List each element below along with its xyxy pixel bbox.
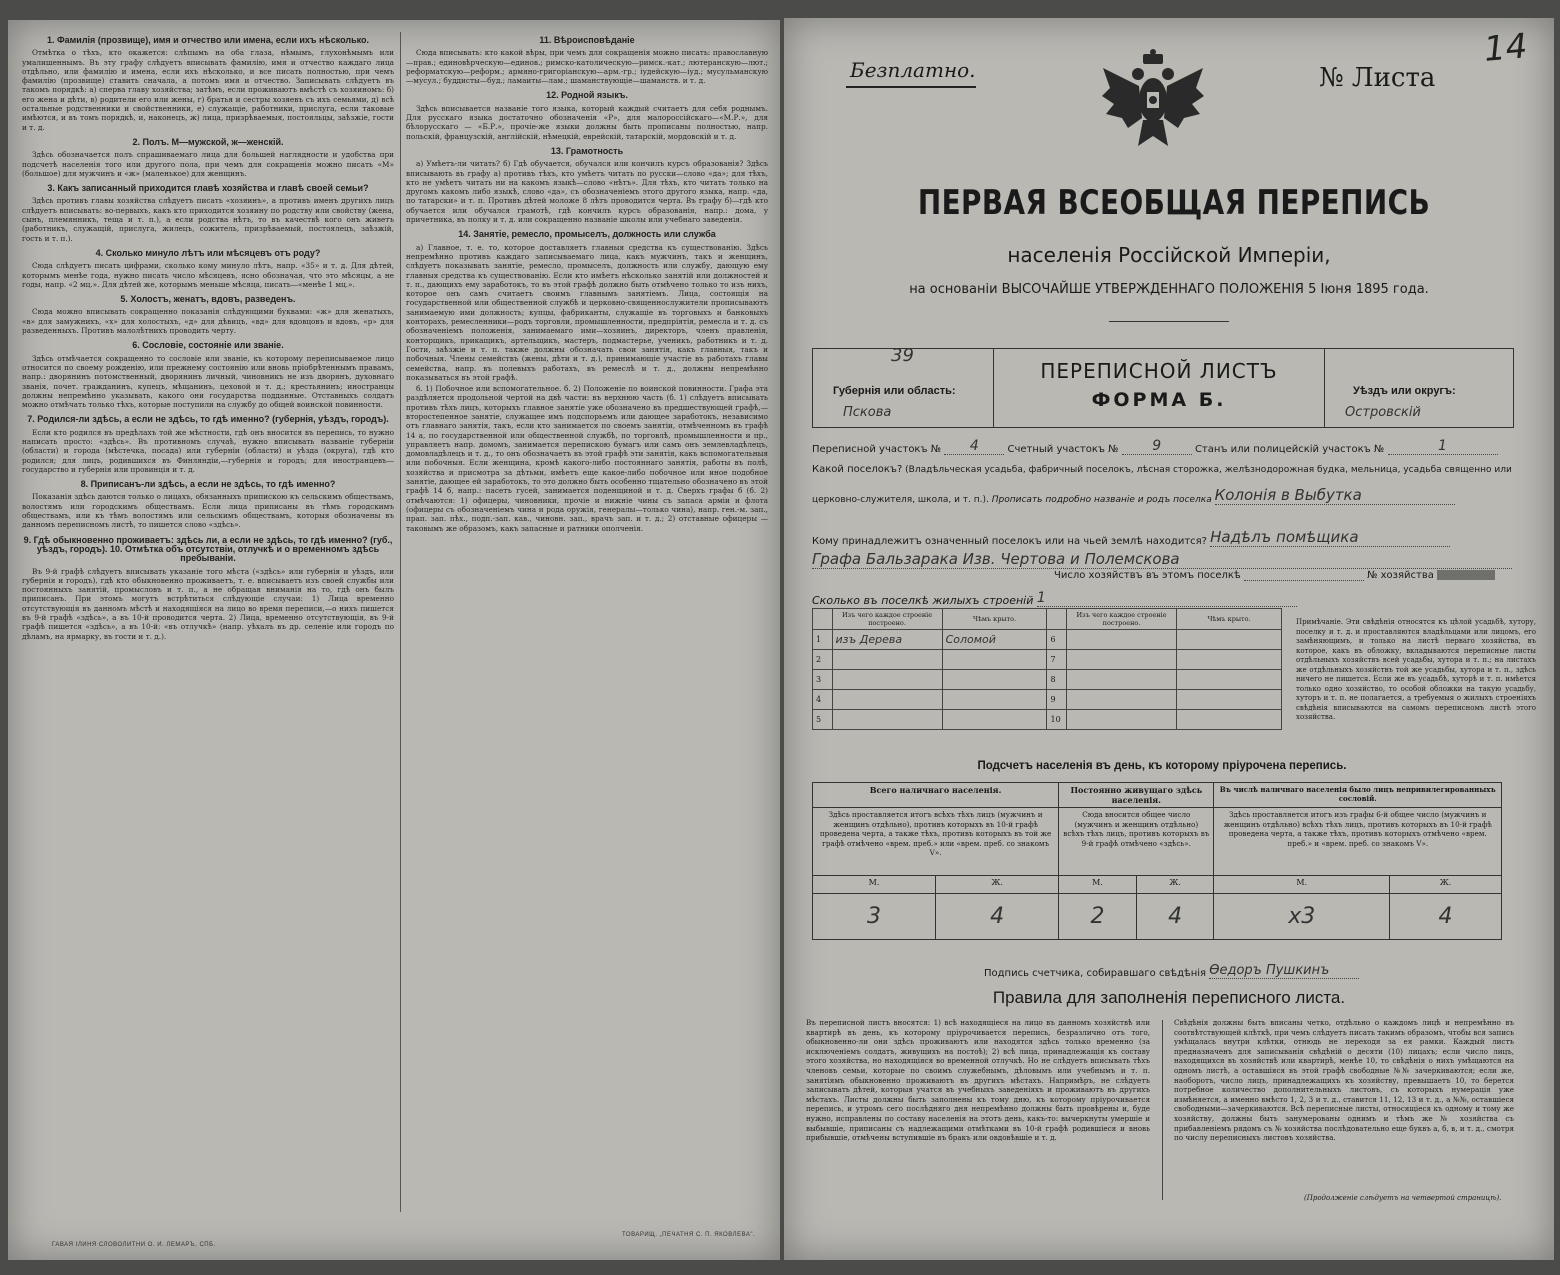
province-value[interactable]: Пскова	[843, 405, 892, 420]
instruction-text: Показанія здѣсь даются только о лицахъ, обязанныхъ припискою къ сельскимъ обществамъ, волостямъ или городскимъ обществамъ. Если лица приписаны въ тѣмъ городскимъ обществамъ, или къ тѣмъ волостямъ или сельскимъ обществамъ, которыя обозначены въ данномъ переписномъ листѣ, то пишется слово «здѣсь».	[22, 492, 394, 530]
legal-basis: на основаніи ВЫСОЧАЙШЕ УТВЕРЖДЕННАГО ПОЛОЖЕНІЯ 5 Іюня 1895 года.	[909, 282, 1429, 297]
divider	[1109, 321, 1229, 322]
form-b-title: ФОРМА Б.	[1091, 389, 1227, 411]
households-value[interactable]	[1244, 580, 1364, 581]
households-line	[1054, 570, 1495, 581]
census-area-label: Переписной участокъ №	[812, 444, 942, 455]
camp-value[interactable]: 1	[1388, 438, 1498, 455]
population-count-heading: Подсчетъ населенія въ день, къ которому пріурочена перепись.	[977, 760, 1347, 772]
instruction-heading: 3. Какъ записанный приходится главѣ хозяйства и главѣ своей семьи?	[47, 183, 369, 194]
instruction-heading: 9. Гдѣ обыкновенно проживаетъ: здѣсь ли, а если не здѣсь, то гдѣ именно? (губ., уѣздъ, городъ). 10. Отмѣтка объ отсутствіи, отлучкѣ и о временномъ здѣсь пребываніи.	[23, 534, 393, 564]
male-header: М.	[813, 876, 936, 894]
document-title: ПЕРВАЯ ВСЕОБЩАЯ ПЕРЕПИСЬ	[917, 183, 1431, 223]
sheet-number-handwritten: 14	[1482, 26, 1529, 70]
district-value[interactable]: Островскій	[1345, 405, 1421, 420]
instruction-heading: 11. Вѣроисповѣданіе	[539, 35, 635, 45]
nonprivileged-population-text: Здѣсь проставляется итогъ изъ графы 6-й общее число (мужчинъ и женщинъ отдѣльно) всѣхъ тѣхъ лицъ, противъ которыхъ въ 10-й графѣ проведена черта, а также тѣхъ, противъ которыхъ отмѣчено «врем. преб.» и «врем. преб. со знакомъ V».	[1214, 808, 1502, 876]
rules-continuation-note: (Продолженіе слѣдуетъ на четвертой страницѣ).	[1304, 1194, 1502, 1202]
roof-cell[interactable]	[942, 670, 1047, 690]
row-number: 10	[1047, 710, 1067, 730]
instruction-text: Здѣсь вписывается названіе того языка, который каждый считаетъ для себя роднымъ. Для русскаго языка достаточно обозначенія «Р», для малороссійскаго—«М.Р.», для бѣлорусскаго — «Б.Р.», прочіе-же языки должны быть прописаны полностью, напр. польскій, французскій, англійскій, нѣмецкій, еврейскій, татарскій, мордовскій и т. д.	[406, 103, 768, 141]
row-number: 2	[813, 650, 833, 670]
permanent-population-title: Постоянно живущаго здѣсь населенія.	[1059, 783, 1214, 808]
household-number-value[interactable]	[1437, 570, 1495, 580]
building-material-cell[interactable]	[1067, 650, 1177, 670]
instruction-text: Сюда вписывать: кто какой вѣры, при чемъ для сокращенія можно писать: православную—прав.; единовѣрческую—единов.; римско-католическую—римск.-кат.; лютеранскую—лют.; реформатскую—реформ.; армяно-григоріанскую—арм.-гр.; іудейскую—іуд.; мусульманскую—мусул.; буддисты—буд.; ламаиты—лам.; шаманствующіе—шаманств. и т. д.	[406, 48, 768, 86]
roof-cell[interactable]	[1177, 630, 1282, 650]
total-population-title: Всего наличнаго населенія.	[813, 783, 1059, 808]
signature-value[interactable]: Ѳедоръ Пушкинъ	[1209, 963, 1359, 979]
female-header: Ж.	[936, 876, 1059, 894]
roof-cell[interactable]	[1177, 690, 1282, 710]
households-label: Число хозяйствъ въ этомъ поселкѣ	[1054, 570, 1241, 581]
building-material-cell[interactable]	[1067, 710, 1177, 730]
settlement-hint-2: церковно-служителя, школа, и т. п.).	[812, 495, 989, 505]
instruction-text: Сюда слѣдуетъ писать цифрами, сколько кому минуло лѣтъ, напр. «35» и т. д. Для дѣтей, которымъ менѣе года, нужно писать число мѣсяцевъ, ясно обозначая, что это мѣсяцы, а не годы, напр. «2 мц.». Для дѣтей же, которымъ меньше мѣсяца, писать—«менѣе 1 мц.».	[22, 261, 394, 289]
building-material-cell[interactable]	[1067, 670, 1177, 690]
instruction-heading: 13. Грамотность	[550, 145, 624, 156]
table-row	[813, 690, 1282, 710]
instructions-column-1	[22, 30, 394, 1230]
owner-value-2[interactable]: Графа Бальзарака Изв. Чертова и Полемскова	[812, 550, 1512, 569]
female-header: Ж.	[1136, 876, 1214, 894]
column-separator	[400, 32, 401, 1212]
col-building-material: Изъ чего каждое строеніе построено.	[1067, 609, 1177, 630]
nonprivileged-female-value[interactable]: 4	[1389, 894, 1501, 940]
permanent-population-text: Сюда вносится общее число (мужчинъ и женщинъ отдѣльно) всѣхъ тѣхъ лицъ, противъ которыхъ въ 9-й графѣ отмѣчено «здѣсь».	[1059, 808, 1214, 876]
row-number: 4	[813, 690, 833, 710]
building-material-cell[interactable]	[832, 710, 942, 730]
instruction-heading: 12. Родной языкъ.	[546, 90, 628, 101]
instruction-text: Если кто родился въ предѣлахъ той же мѣстности, гдѣ онъ вносится въ перепись, то нужно написать просто: «здѣсь». Въ противномъ случаѣ, нужно вписывать названіе губерніи (области) и города (мѣстечка, посада) или губерніи (области) и уѣзда (округа), гдѣ кто родился; для лицъ, родившихся въ Финляндіи,—губернія и городъ; для иностранцевъ—государство и губернія или провинція и т. д.	[22, 427, 394, 474]
table-header-empty	[813, 609, 833, 630]
settlement-value[interactable]: Колонія в Выбутка	[1215, 486, 1455, 505]
instruction-text: а) Главное, т. е. то, которое доставляетъ главныя средства къ существованію. Здѣсь непремѣнно противъ каждаго записываемаго лица, какъ мужчинъ, такъ и женщинъ, слѣдуетъ показывать занятіе, ремесло, промыселъ, должность или службу, дающую ему главныя средства къ существованію. Если кто имѣетъ нѣсколько занятій или должностей и т. п., дающихъ ему заработокъ, то въ этой графѣ должно быть отмѣчено только то изъ нихъ, которое онъ самъ считаетъ своимъ главнымъ занятіемъ. Лица, состоящія на государственной или общественной службѣ и церковно-священнослужители прописываютъ занимаемую ими должность; купцы, фабриканты, служащіе въ торговыхъ и банковыхъ конторахъ, ремесленники—родъ торговли, промышленности, предпріятія, ремесла и т. д. съ обозначеніемъ положенія, занимаемаго ими—хозяинъ, директоръ, членъ правленія, конторщикъ, прикащикъ, артельщикъ, мастеръ, подмастерье, ученикъ, работникъ и т. д. Гости, заѣзжіе и т. п. также должны обозначать свои занятія, какъ главныя, такъ и побочныя. Члены семействъ (жены, дѣти и т. д.), принимающіе участіе въ работахъ главы семейства, напр. въ полевыхъ работахъ, въ ремеслѣ и т. д., должны непремѣнно показываться въ этой графѣ.	[406, 242, 768, 382]
buildings-line	[812, 590, 1297, 607]
imprint-right: ТОВАРИЩ. „ПЕЧАТНЯ С. П. ЯКОВЛЕВА".	[622, 1232, 756, 1238]
divider	[846, 86, 976, 88]
table-row	[813, 710, 1282, 730]
instruction-text: Сюда можно вписывать сокращенно показанія слѣдующими буквами: «ж» для женатыхъ, «в» для замужнихъ, «х» для холостыхъ, «д» для дѣвицъ, «вд» для вдовцовъ и вдовъ, «р» для разведенныхъ. Противъ малолѣтнихъ проводить черту.	[22, 307, 394, 336]
permanent-female-value[interactable]: 4	[1136, 894, 1214, 940]
female-header: Ж.	[1389, 876, 1501, 894]
rules-title: Правила для заполненія переписного листа.	[992, 988, 1346, 1007]
building-material-cell[interactable]: изъ Дерева	[832, 630, 942, 650]
form-title-cell	[994, 349, 1325, 427]
left-page-instructions	[8, 20, 780, 1260]
roof-cell[interactable]	[942, 710, 1047, 730]
roof-cell[interactable]	[942, 690, 1047, 710]
row-number: 8	[1047, 670, 1067, 690]
rules-text-left: Въ переписной листъ вносятся: 1) всѣ находящіеся на лицо въ данномъ хозяйствѣ или квартирѣ въ день, къ которому пріурочивается перепись, безразлично отъ того, обыкновенно-ли они здѣсь проживаютъ или находятся здѣсь только временно (за исключеніемъ солдатъ, живущихъ на постоѣ); 2) всѣ лица, принадлежащія къ составу этого хозяйства, но находящіяся во временной отлучкѣ. Но не слѣдуетъ вписывать тѣхъ членовъ семьи, которые по своимъ служебнымъ, дѣловымъ или учебнымъ и т. п. занятіямъ обыкновенно проживаютъ въ другихъ мѣстахъ. Напримѣръ, не слѣдуетъ записывать дѣтей, которыя учатся въ учебныхъ заведеніяхъ и проживаютъ въ другихъ мѣстахъ. Листы должны быть заполнены къ тому дню, къ которому пріурочивается перепись, и утромъ сего послѣдняго дня непремѣнно должны быть провѣрены и, буде нужно, исправлены по составу населенія на этотъ день, какъ-то: вычеркнуты умершіе и выбывшіе, приписаны съ надлежащими отмѣтками въ 10-й графѣ родившіеся и вновь прибывшіе, отмѣчены вступившіе въ бракъ или овдовѣвшіе и т. д.	[806, 1018, 1150, 1143]
owner-line-1	[812, 528, 1450, 547]
areas-line	[812, 438, 1498, 455]
instruction-text: а) Умѣетъ-ли читать? б) Гдѣ обучается, обучался или кончилъ курсъ образованія? Здѣсь вписывають въ графу а) противъ тѣхъ, кто умѣетъ читать по русски—слово «да»; для тѣхъ, кто не умѣетъ читать ни на какомъ языкѣ—слово «нѣтъ». Для тѣхъ, кто читать только на другомъ какомъ либо языкѣ, слово «да», съ обозначеніемъ этого другого языка, напр. «да, по татарски» и т. п. Противъ дѣтей моложе 8 лѣтъ проводится черта. Въ графу б)—гдѣ кто обучается или обучался грамотѣ, гдѣ кончилъ курсъ образованія, напр.: дома, у причетника, въ полку и т. д. или сокращенно названіе школы или учебнаго заведенія.	[406, 159, 768, 225]
total-male-value[interactable]: 3	[813, 894, 936, 940]
roof-cell[interactable]	[1177, 710, 1282, 730]
divider	[1162, 1020, 1163, 1200]
settlement-hint: (Владѣльческая усадьба, фабричный поселокъ, лѣсная сторожка, желѣзнодорожная будка, мельница, усадьба священно или	[905, 465, 1512, 475]
instruction-heading: 2. Полъ. М—мужской, ж—женскій.	[132, 136, 284, 147]
settlement-line-2	[812, 486, 1455, 505]
instruction-heading: 4. Сколько минуло лѣтъ или мѣсяцевъ отъ роду?	[95, 247, 321, 258]
signature-line	[984, 963, 1359, 979]
building-material-cell[interactable]	[1067, 630, 1177, 650]
roof-cell[interactable]: Соломой	[942, 630, 1047, 650]
district-label: Уѣздъ или округъ:	[1353, 385, 1456, 397]
table-row	[813, 630, 1282, 650]
row-number: 3	[813, 670, 833, 690]
signature-label: Подпись счетчика, собиравшаго свѣдѣнія	[984, 968, 1207, 979]
buildings-table	[812, 608, 1282, 730]
roof-cell[interactable]	[1177, 670, 1282, 690]
row-number: 9	[1047, 690, 1067, 710]
camp-label: Станъ или полицейскій участокъ №	[1194, 444, 1385, 455]
sheet-number-label: № Листа	[1319, 63, 1436, 93]
instruction-heading: 14. Занятіе, ремесло, промыселъ, должность или служба	[458, 229, 716, 240]
instruction-text: Отмѣтка о тѣхъ, кто окажется: слѣпымъ на оба глаза, нѣмымъ, глухонѣмымъ или умалишеннымъ. Въ эту графу слѣдуетъ вписывать фамилію, имя и отчество каждаго лица отдѣльно, или фамилію и имена, если ихъ нѣсколько, и все писать полностью, при чемъ фамилію (прозвище) ставить сначала, а потомъ имя и отчество. Записывать слѣдуетъ въ такомъ порядкѣ: а) сперва главу хозяйства; затѣмъ, если проживаютъ вмѣстѣ съ хозяиномъ: б) его жена и дѣти, в) родители его или жены, г) братья и сестры хозяевъ съ ихъ семьями, д) всѣ остальные родственники и свойственники, е) служащіе, работники, прислуга, если таковые имѣются, и въ томъ порядкѣ, и, наконецъ, ж) лица, призрѣваемыя, постояльцы, заѣзжіе, гости и т. д.	[22, 48, 394, 132]
census-area-value[interactable]: 4	[944, 438, 1004, 455]
province-label: Губернія или область:	[833, 385, 956, 397]
col-roof: Чѣмъ крыто.	[1177, 609, 1282, 630]
population-table	[812, 782, 1502, 940]
district-cell	[1325, 349, 1513, 427]
table-row	[813, 670, 1282, 690]
instruction-heading: 6. Сословіе, состояніе или званіе.	[132, 340, 284, 351]
col-building-material: Изъ чего каждое строеніе построено.	[832, 609, 942, 630]
household-number-label: № хозяйства	[1367, 570, 1434, 581]
settlement-line-1	[812, 464, 1512, 475]
instruction-text: Въ 9-й графѣ слѣдуетъ вписывать указаніе того мѣста («здѣсь» или губернія и уѣздъ, или губернія и городъ), гдѣ кто обыкновенно проживаетъ, т. е. вписываетъ изъ своей службы или постоянныхъ занятій, промысловъ и т. п., а не обращая вниманія на то, гдѣ онъ былъ приписанъ. При этомъ могутъ встрѣтиться слѣдующіе случаи: 1) Лица временно отсутствующія въ данномъ мѣстѣ и находящіяся на лицо во время переписи,—о нихъ пишется въ 9-й графѣ «здѣсь», а въ 10-й проводится черта. 2) Лица, временно отсутствующія, въ 9-й графѣ пишется «здѣсь», а въ 10-й: «въ отлучкѣ» (напр. уѣхалъ въ др. селеніе или городъ по дѣламъ, на ярмарку, въ гости и т. д.).	[22, 566, 394, 641]
roof-cell[interactable]	[1177, 650, 1282, 670]
owner-line-2	[812, 550, 1512, 569]
settlement-hint-3: Прописать подробно названіе и родъ поселка	[991, 495, 1212, 505]
row-number: 1	[813, 630, 833, 650]
nonprivileged-male-value[interactable]: х3	[1214, 894, 1389, 940]
instruction-heading: 1. Фамилія (прозвище), имя и отчество или имена, если ихъ нѣсколько.	[46, 35, 370, 45]
col-roof: Чѣмъ крыто.	[942, 609, 1047, 630]
male-header: М.	[1214, 876, 1389, 894]
building-material-cell[interactable]	[1067, 690, 1177, 710]
owner-value[interactable]: Надѣлъ помѣщика	[1210, 528, 1450, 547]
instruction-text: Здѣсь обозначается полъ спрашиваемаго лица для большей наглядности и удобства при подсчетѣ населенія того или другого пола, при чемъ для сокращенія можно писать «М» (большое) для мужчинъ и «ж» (маленькое) для женщинъ.	[22, 150, 394, 178]
building-material-cell[interactable]	[832, 670, 942, 690]
total-population-text: Здѣсь проставляется итогъ всѣхъ тѣхъ лицъ (мужчинъ и женщинъ отдѣльно), противъ которыхъ въ 10-й графѣ проведена черта, а также тѣхъ, противъ которыхъ въ той же графѣ отмѣчено «врем. преб.» или «врем. преб. со знакомъ V».	[813, 808, 1059, 876]
table-header-empty	[1047, 609, 1067, 630]
owner-label: Кому принадлежитъ означенный поселокъ или на чьей землѣ находится?	[812, 536, 1207, 547]
building-material-cell[interactable]	[832, 690, 942, 710]
document-subtitle: населенія Россійской Имперіи,	[1007, 243, 1331, 267]
province-cell	[813, 345, 994, 427]
building-material-cell[interactable]	[832, 650, 942, 670]
settlement-label: Какой поселокъ?	[812, 464, 903, 475]
form-header-box	[812, 345, 1514, 428]
buildings-value[interactable]: 1	[1037, 590, 1297, 607]
counting-area-label: Счетный участокъ №	[1007, 444, 1119, 455]
free-of-charge-label: Безплатно.	[850, 58, 976, 82]
instruction-heading: 8. Приписанъ-ли здѣсь, а если не здѣсь, то гдѣ именно?	[80, 479, 336, 490]
row-number: 7	[1047, 650, 1067, 670]
counting-area-value[interactable]: 9	[1122, 438, 1192, 455]
instructions-column-2	[406, 30, 768, 1225]
right-page-census-form	[784, 18, 1554, 1260]
nonprivileged-population-title: Въ числѣ наличнаго населенія было лицъ непривилегированныхъ сословій.	[1214, 783, 1502, 808]
male-header: М.	[1059, 876, 1137, 894]
census-sheet-title: ПЕРЕПИСНОЙ ЛИСТЪ	[1040, 359, 1278, 383]
instruction-text: Здѣсь отмѣчается сокращенно то сословіе или званіе, къ которому переписываемое лицо относится по своему рожденію, или прежнему состоянію или вновь пріобрѣтеннымъ правамъ, напр.: дворянинъ потомственный, дворянинъ личный, чиновникъ не изъ дворянъ, духовнаго званія, почет. гражданинъ, купецъ, мѣщанинъ, цеховой и т. д.; крестьянинъ; иностранцы должны непремѣнно указывать, какого они государства подданные. Отставныхъ солдатъ можно отмѣчать только тѣхъ, которые поступили на службу до общей воинской повинности.	[22, 353, 394, 410]
total-female-value[interactable]: 4	[936, 894, 1059, 940]
double-headed-eagle-emblem-icon	[1098, 48, 1208, 158]
imprint-left: ГАВАЯ ІЛИНЯ СЛОВОЛИТНИ О. И. ЛЕМАРЪ, СПБ.	[52, 1242, 216, 1248]
instruction-text: б. 1) Побочное или вспомогательное. б. 2) Положеніе по воинской повинности. Графа эта раздѣляется продольной чертой на двѣ части: въ верхнюю часть (б. 1) слѣдуетъ вписывать противъ тѣхъ лицъ, которыхъ главное занятіе уже обозначено въ предшествующей графѣ,—второстепенное занятіе, служащее имъ подспорьемъ или дающее заработокъ, независимо отъ главнаго занятія, такъ, если кто занимается по своемъ занятіи, отмѣченномъ въ графѣ 14 а, по государственной или общественной службѣ, по торговлѣ, промышленности и пр., управляетъ напр. домомъ, занимается перепискою бумагъ или самъ онъ землевладѣлецъ, домовладѣлецъ и т. д., то онъ обозначаетъ въ этой графѣ эти занятія, какъ вспомогательныя или побочныя. Если женщина, кромѣ какого-либо постояннаго занятія, работы въ полѣ, хозяйства и присмотра за дѣтьми, имѣетъ еще какое-либо побочное или иное подобное занятіе, дающее ей заработокъ, то это должно быть особенно тщательно обозначено въ этой графѣ 14 б, напр.: пасетъ гусей, занимается поденщиной и т. д. Сверхъ графы б (б. 2) отмѣчаются: 1) офицеры, чиновники, прочіе и нижніе чины съ запаса арміи и флота (офицеры съ обозначеніемъ чина и рода оружія, генералы—только чина), напр. ген.-м. зап., прап. зап. пѣх., подп.-зап. кав., чиновн. зап., врачъ зап. и т. д.; 2) отставные офицеры — таковымъ же образомъ, какъ запасные и ратники ополченія.	[406, 384, 768, 533]
instruction-heading: 5. Холостъ, женатъ, вдовъ, разведенъ.	[120, 294, 296, 305]
buildings-label: Сколько въ поселкѣ жилыхъ строеній	[812, 594, 1034, 607]
table-row	[813, 650, 1282, 670]
rules-text-right: Свѣдѣнія должны быть вписаны четко, отдѣльно о каждомъ лицѣ и непремѣнно въ соотвѣтствующей клѣткѣ, при чемъ слѣдуетъ писать такимъ образомъ, чтобы вся запись умѣщалась внутри клѣтки, отнюдь не переходя за ея рамки. Каждый листъ предназначенъ для записыванія свѣдѣній о десяти (10) лицахъ; если число лицъ, находящихся въ хозяйствѣ или квартирѣ, менѣе 10, то свѣдѣнія о нихъ умѣщаются на одномъ листѣ, а оставшіяся въ этой графѣ свободные №№ зачеркиваются; если же, наоборотъ, число лицъ, принадлежащихъ къ хозяйству, превышаетъ 10, то берется потребное количество дополнительныхъ листовъ, съ которыхъ нумерація уже измѣняется, а именно вмѣсто 1, 2, 3 и т. д., ставится 11, 12, 13 и т. д., а №№, оставшіеся свободными—зачеркиваются. Всѣ переписные листы, относящіеся къ одному и тому же хозяйству, должны быть занумерованы однимъ и тѣмъ же № хозяйства съ прибавленіемъ рядомъ съ № хозяйства послѣдовательно еще буквъ а, б, в, и т. д., смотря по числу переписныхъ листовъ хозяйства.	[1174, 1018, 1514, 1143]
instruction-text: Здѣсь противъ главы хозяйства слѣдуетъ писать «хозяинъ», а противъ именъ другихъ лицъ слѣдуетъ вписывать: во-первыхъ, какъ кто приходится хозяину по родству или свойству (жена, сынъ, племянникъ, теща и т. п.), а если родства нѣтъ, то въ качествѣ кого онъ живетъ (работникъ, служащій, прислуга, жилецъ, сожитель, призрѣваемый, постоялецъ, заѣзжій, гость и т. п.).	[22, 196, 394, 243]
note-text: Примѣчаніе. Эти свѣдѣнія относятся къ цѣлой усадьбѣ, хутору, поселку и т. д. и проставляются владѣльцами или лицомъ, его замѣняющимъ, и только на листѣ перваго хозяйства, въ которое, какъ въ обложку, вкладываются переписные листы отдѣльныхъ хозяйствъ всей усадьбы, хутора и т. п.; на листахъ же отдѣльныхъ хозяйствъ той же усадьбы, хутора и т. п., здѣсь ничего не пишется. Если же въ усадьбѣ, хуторѣ и т. п. имѣется только одно хозяйство, то особой обложки на такую усадьбу, хуторъ и т. п. не полагается, а требуемыя о жилыхъ строеніяхъ свѣдѣнія вписываются на самомъ переписномъ листѣ этого хозяйства.	[1296, 618, 1536, 721]
roof-cell[interactable]	[942, 650, 1047, 670]
instruction-heading: 7. Родился-ли здѣсь, а если не здѣсь, то гдѣ именно? (губернія, уѣздъ, городъ).	[27, 414, 389, 425]
permanent-male-value[interactable]: 2	[1059, 894, 1137, 940]
province-mark: 39	[891, 345, 914, 366]
row-number: 6	[1047, 630, 1067, 650]
row-number: 5	[813, 710, 833, 730]
